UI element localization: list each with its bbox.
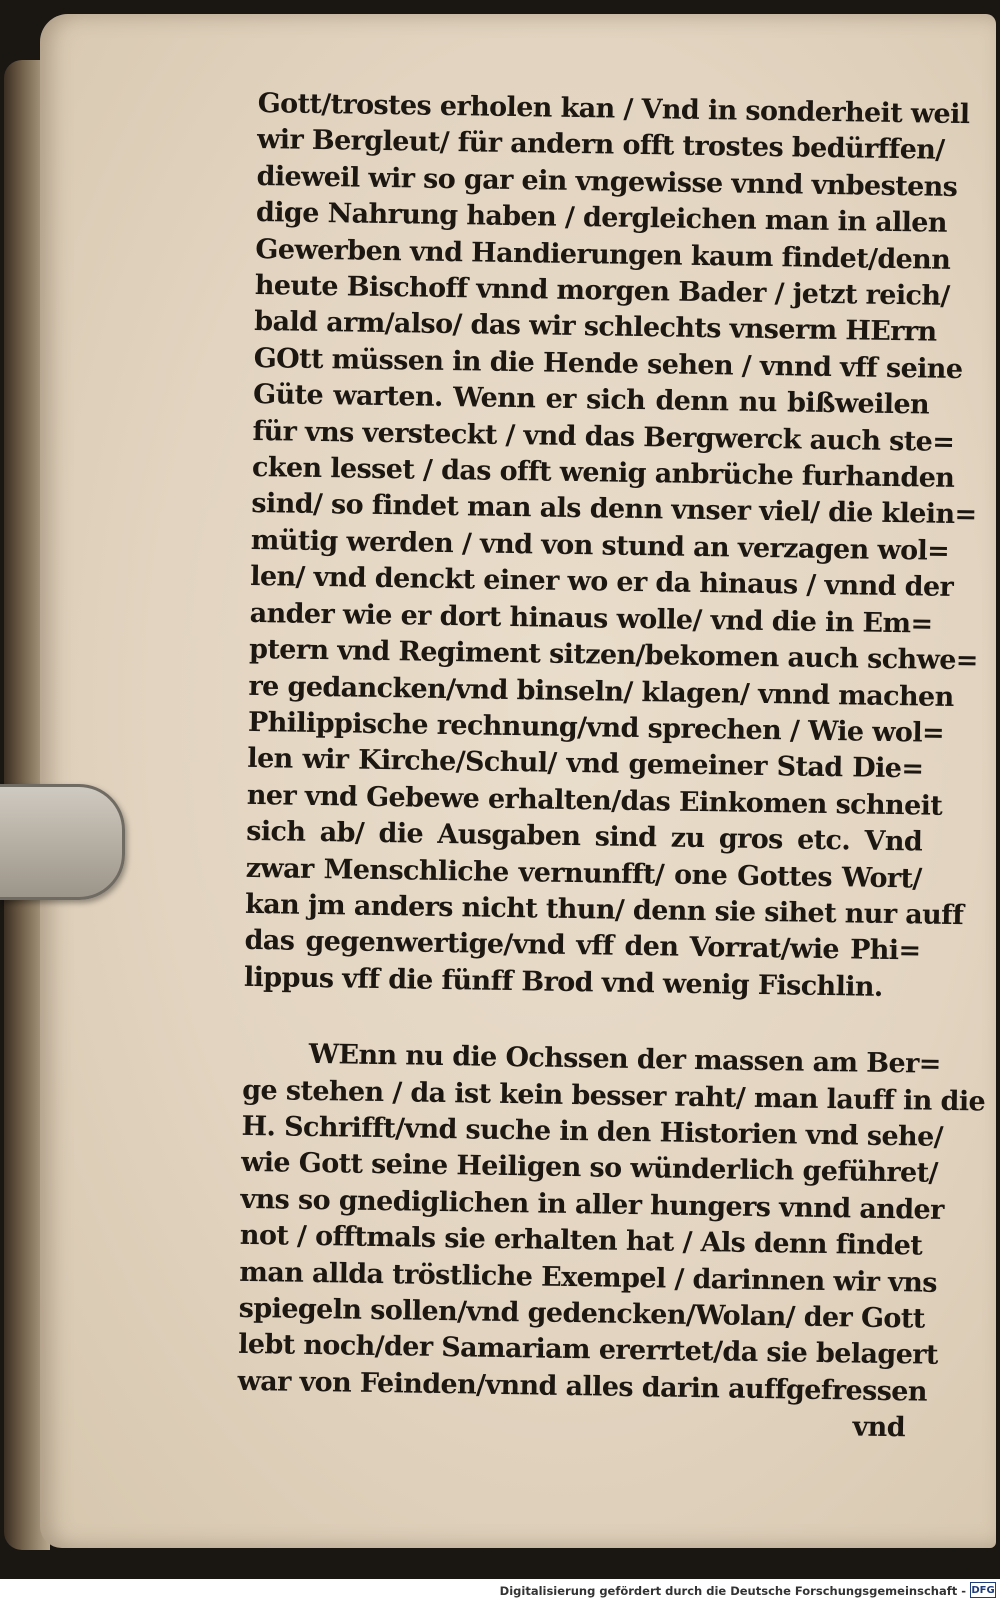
text-line: wir Bergleut/ für andern offt trostes bedürffen/ bbox=[256, 124, 945, 167]
page-text bbox=[237, 86, 986, 1447]
text-line: Gewerben vnd Handierungen kaum findet/denn bbox=[255, 233, 951, 276]
text-line: war von Feinden/vnnd alles darin auffgefressen bbox=[237, 1365, 928, 1408]
text-line: spiegeln sollen/vnd gedencken/Wolan/ der Gott bbox=[238, 1292, 925, 1335]
text-line: GOtt müssen in die Hende sehen / vnnd vff seine bbox=[253, 342, 963, 385]
text-line: Güte warten. Wenn er sich denn nu bißweilen bbox=[252, 379, 930, 421]
text-line: für vns versteckt / vnd das Bergwerck auch ste= bbox=[252, 415, 955, 458]
text-line: len wir Kirche/Schul/ vnd gemeiner Stad Die= bbox=[247, 743, 924, 785]
text-line: ge stehen / da ist kein besser raht/ man lauff in die bbox=[241, 1074, 986, 1118]
text-line: bald arm/also/ das wir schlechts vnserm HErrn bbox=[254, 306, 937, 349]
text-line: H. Schrifft/vnd suche in den Historien vnd sehe/ bbox=[241, 1110, 944, 1153]
text-line: cken lesset / das offt wenig anbrüche furhanden bbox=[251, 452, 955, 495]
text-line: lebt noch/der Samariam ererrtet/da sie belagert bbox=[237, 1329, 939, 1372]
text-line: dige Nahrung haben / dergleichen man in allen bbox=[255, 197, 948, 240]
text-line: man allda tröstliche Exempel / darinnen wir vns bbox=[239, 1256, 938, 1299]
text-line: WEnn nu die Ochssen der massen am Ber= bbox=[308, 1039, 941, 1080]
paragraph-2 bbox=[237, 1036, 986, 1411]
text-line: re gedancken/vnd binseln/ klagen/ vnnd machen bbox=[248, 670, 954, 713]
text-line: das gegenwertige/vnd vff den Vorrat/wie Phi= bbox=[244, 925, 921, 967]
text-line: kan jm anders nicht thun/ denn sie sihet nur auff bbox=[244, 888, 964, 932]
funding-credit: Digitalisierung gefördert durch die Deutsche Forschungsgemeinschaft - bbox=[499, 1584, 966, 1598]
text-line: vns so gnediglichen in aller hungers vnnd ander bbox=[240, 1183, 945, 1226]
text-line: ner vnd Gebewe erhalten/das Einkomen schneit bbox=[246, 779, 943, 822]
dfg-logo-icon: DFG bbox=[970, 1582, 996, 1598]
text-line: lippus vff die fünff Brod vnd wenig Fischlin. bbox=[243, 961, 883, 1003]
text-line: ptern vnd Regiment sitzen/bekomen auch schwe= bbox=[248, 634, 979, 677]
text-line: len/ vnd denckt einer wo er da hinaus / vnnd der bbox=[250, 561, 954, 604]
text-line: dieweil wir so gar ein vngewisse vnnd vnbestens bbox=[256, 160, 958, 203]
catchword: vnd bbox=[852, 1411, 906, 1444]
paragraph-1 bbox=[243, 86, 979, 1007]
text-line: not / offtmals sie erhalten hat / Als denn findet bbox=[239, 1220, 923, 1262]
text-line: Gott/trostes erholen kan / Vnd in sonderheit weil bbox=[257, 87, 970, 131]
book-clasp-image bbox=[0, 784, 125, 900]
text-line: ander wie er dort hinaus wolle/ vnd die in Em= bbox=[249, 597, 933, 640]
text-line: sich ab/ die Ausgaben sind zu gros etc. Vnd bbox=[246, 816, 923, 858]
text-line: sind/ so findet man als denn vnser viel/ die klein= bbox=[251, 488, 977, 531]
text-line: heute Bischoff vnnd morgen Bader / jetzt reich/ bbox=[254, 270, 950, 312]
text-line: Philippische rechnung/vnd sprechen / Wie wol= bbox=[247, 706, 945, 749]
text-line: mütig werden / vnd von stund an verzagen wol= bbox=[250, 524, 950, 567]
text-line: wie Gott seine Heiligen so wünderlich geführet/ bbox=[240, 1147, 938, 1190]
text-line: zwar Menschliche vernunfft/ one Gottes Wort/ bbox=[245, 852, 922, 895]
